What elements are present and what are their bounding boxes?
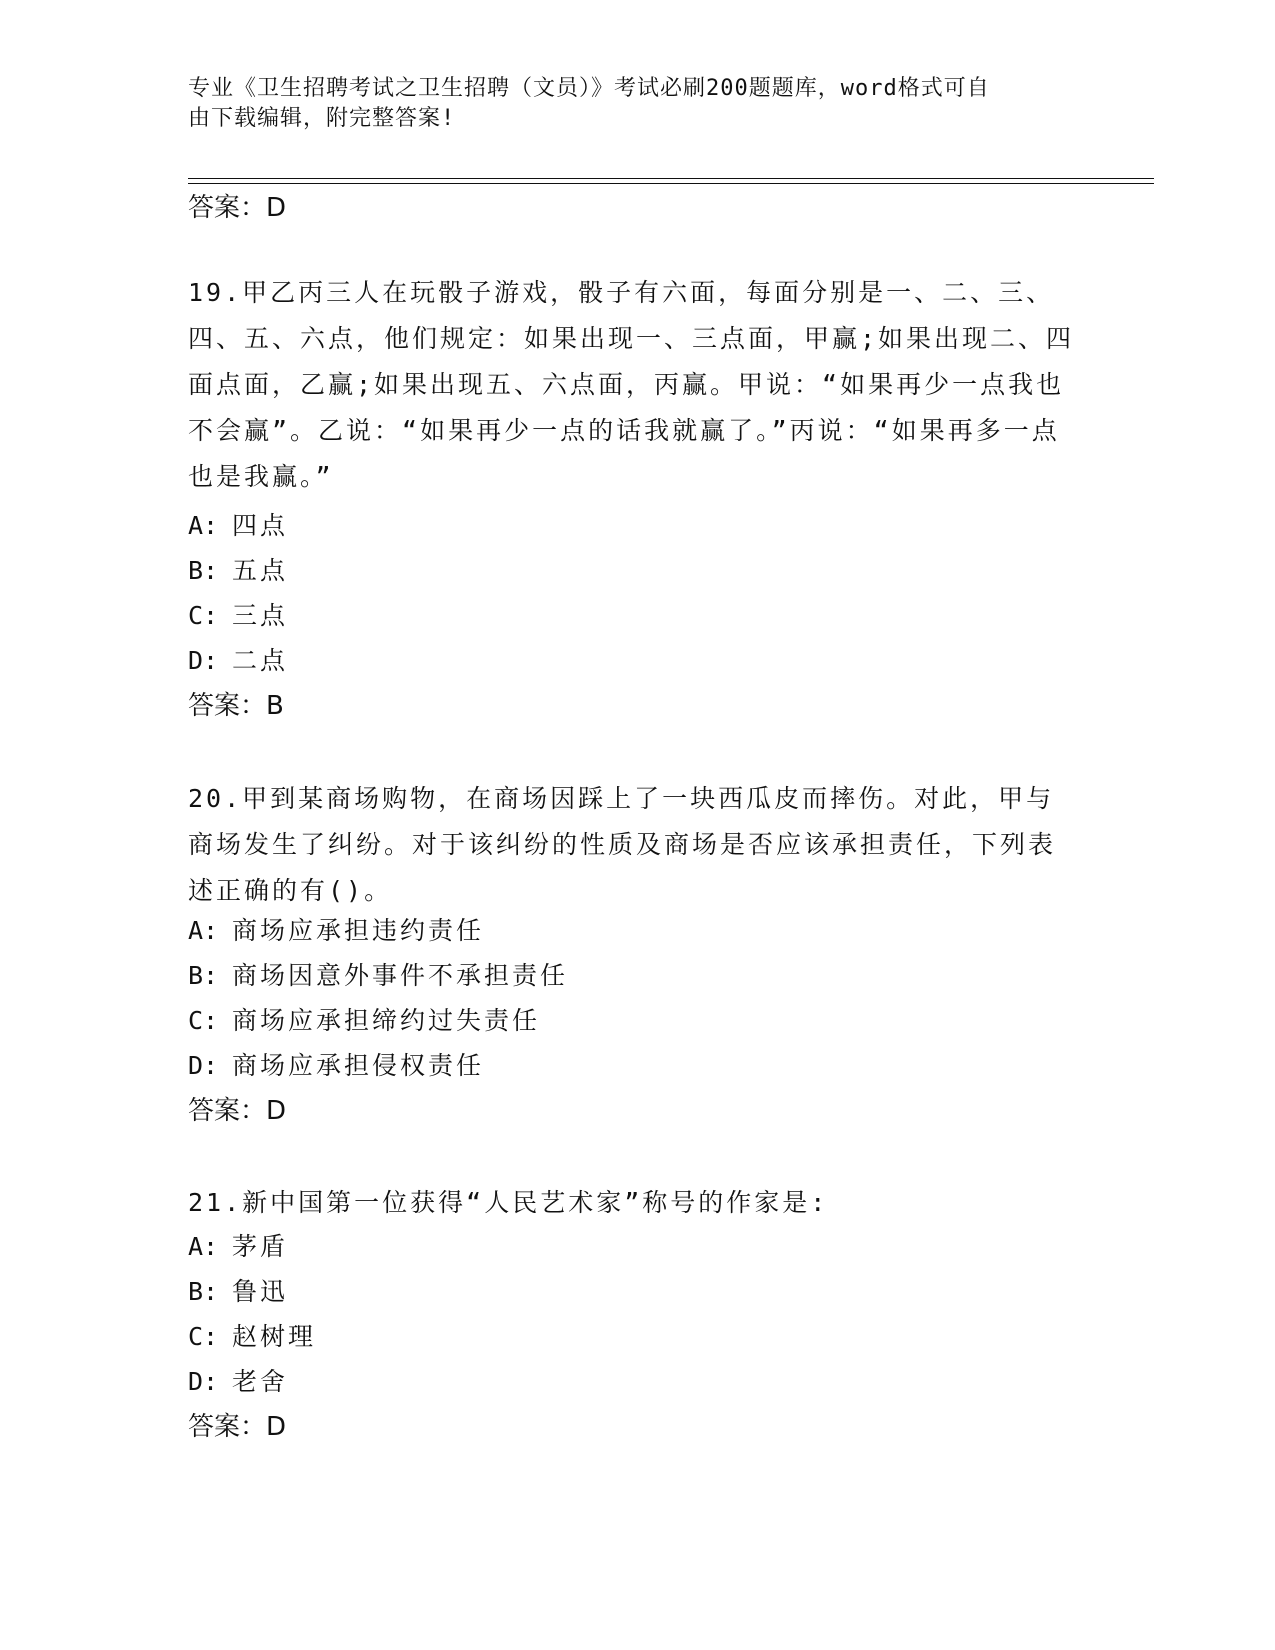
option-key: B:	[188, 1277, 219, 1306]
option-text: 四点	[232, 511, 289, 540]
question-19-option-d	[188, 645, 288, 677]
option-key: C:	[188, 1322, 219, 1351]
option-text: 三点	[232, 601, 289, 630]
option-text: 赵树理	[232, 1322, 317, 1351]
question-19-text: 19.甲乙丙三人在玩骰子游戏，骰子有六面，每面分别是一、二、三、四、五、六点，他们规定：如果出现一、三点面，甲赢;如果出现二、四面点面，乙赢;如果出现五、六点面，丙赢。甲说：“如果再少一点我也不会赢”。乙说：“如果再少一点的话我就赢了。”丙说：“如果再多一点也是我赢。”	[188, 278, 1075, 491]
option-key: A:	[188, 1232, 219, 1261]
option-text: 五点	[232, 556, 289, 585]
option-text: 茅盾	[232, 1232, 289, 1261]
option-text: 商场因意外事件不承担责任	[232, 961, 569, 990]
question-21-text: 21.新中国第一位获得“人民艺术家”称号的作家是:	[188, 1188, 829, 1217]
question-21-answer: 答案：D	[188, 1412, 287, 1442]
option-key: A:	[188, 511, 219, 540]
option-key: B:	[188, 556, 219, 585]
question-20-option-d	[188, 1050, 484, 1082]
question-21-option-c	[188, 1321, 316, 1353]
page-header	[188, 74, 1088, 134]
option-key: C:	[188, 1006, 219, 1035]
option-text: 鲁迅	[232, 1277, 289, 1306]
question-20-option-c	[188, 1005, 540, 1037]
question-21-option-d	[188, 1366, 288, 1398]
option-key: D:	[188, 1051, 219, 1080]
option-text: 老舍	[232, 1367, 289, 1396]
option-key: D:	[188, 1367, 219, 1396]
option-key: C:	[188, 601, 219, 630]
option-text: 商场应承担缔约过失责任	[232, 1006, 541, 1035]
question-20-text: 20.甲到某商场购物，在商场因踩上了一块西瓜皮而摔伤。对此，甲与商场发生了纠纷。对于该纠纷的性质及商场是否应该承担责任，下列表述正确的有()。	[188, 784, 1057, 905]
option-key: B:	[188, 961, 219, 990]
question-19-answer: 答案：B	[188, 691, 284, 721]
question-20-answer: 答案：D	[188, 1096, 287, 1126]
option-text: 商场应承担违约责任	[232, 916, 485, 945]
previous-answer: 答案：D	[188, 193, 287, 223]
option-key: D:	[188, 646, 219, 675]
question-19-option-b	[188, 555, 288, 587]
header-line-1: 专业《卫生招聘考试之卫生招聘（文员）》考试必刷200题题库，word格式可自	[188, 76, 990, 101]
option-text: 商场应承担侵权责任	[232, 1051, 485, 1080]
question-20-option-b	[188, 960, 568, 992]
question-20-option-a	[188, 915, 484, 947]
question-19-option-a	[188, 510, 288, 542]
question-21-option-b	[188, 1276, 288, 1308]
header-divider-top	[188, 178, 1154, 179]
header-divider-bottom	[188, 183, 1154, 184]
question-21-option-a	[188, 1231, 288, 1263]
question-19-option-c	[188, 600, 288, 632]
header-line-2: 由下载编辑，附完整答案!	[188, 106, 456, 131]
option-key: A:	[188, 916, 219, 945]
option-text: 二点	[232, 646, 289, 675]
